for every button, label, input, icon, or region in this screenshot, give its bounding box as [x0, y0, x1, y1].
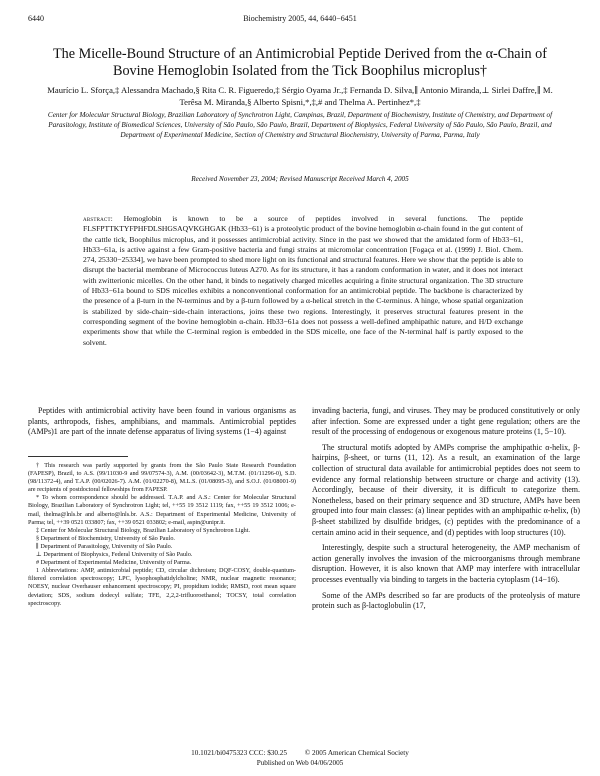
abstract-text: Hemoglobin is known to be a source of peptides involved in several functions. The peptide FLSFPTTKTYFPHFDLSHGSAQVKGHGAK (Hb33−61) is a proteolytic product of the bovine hemoglobin α-chain found in the gut content of the cattle tick, Boophilus microplus, and it possesses antimicrobial activity. Since in the past we showed that the amidated form of Hb33−61, Hb33−61a, is active against a few Gram-positive bacteria and fungi strains at micromolar concentration [Fogaça et al. (1999) J. Biol. Chem. 274, 25330−25334], we have been prompted to shed more light on its functional and structural features. Here we show that the peptide is able to disrupt the bacterial membrane of Micrococcus luteus A270. As for its structure, it has a random conformation in water, and it does not interact with zwitterionic micelles. On the other hand, it binds to negatively charged micelles acquiring a finite structural organization. The 3D structure of Hb33−61a bound to SDS micelles exhibits a nonconventional conformation for an antimicrobial peptide. The backbone is characterized by the presence of a β-turn in the N-terminus and by a β-turn followed by a α-helical stretch in the C-terminus. A hinge, whose spatial organization is stabilized by side-chain−side-chain interactions, joins these two regions. Interestingly, it preserves structural features present in the corresponding segment of the bovine hemoglobin α-chain. Hb33−61a does not possess a well-defined amphipathic nature, and H/D exchange experiments show that while the C-terminal region is embedded in the SDS micelle, one face of the N-terminal half is partly exposed to the solvent. [83, 214, 523, 347]
author-list: Maurício L. Sforça,‡ Alessandra Machado,§ Rita C. R. Figueredo,‡ Sérgio Oyama Jr.,‡ Fernanda D. Silva,∥ Antonio Miranda,⊥ Sirlei Daffre,∥ M. Terêsa M. Miranda,§ Alberto Spisni,*,‡,# and Thelma A. Pertinhez*,‡ [47, 85, 553, 107]
footer-copyright: © 2005 American Chemical Society [304, 749, 409, 757]
body-paragraph: invading bacteria, fungi, and viruses. They may be produced constitutively or only after infection. Some are expressed under a tight gene regulation; others are the result of the processing of endogenous or exogenous mature proteins (1, 5−10). [312, 406, 580, 437]
footnote-affil-parma: # Department of Experimental Medicine, University of Parma. [36, 559, 192, 567]
received-dates: Received November 23, 2004; Revised Manuscript Received March 4, 2005 [191, 175, 409, 183]
footnote-divider [28, 456, 128, 457]
footer-doi-line [0, 749, 600, 757]
affiliations: Center for Molecular Structural Biology, Brazilian Laboratory of Synchrotron Light, Campinas, Brazil, Department of Biochemistry, Institute of Chemistry, and Department of Parasitology, Institute of Biomedical Sciences, University of São Paulo, São Paulo, Brazil, Department of Biophysics, Federal University of São Paulo, São Paulo, Brazil, and Department of Experimental Medicine, Section of Chemistry and Structural Biochemistry, University of Parma, Parma, Italy [47, 111, 553, 139]
footer-doi: 10.1021/bi0475323 CCC: $30.25 [191, 749, 287, 757]
page-number: 6440 [28, 14, 44, 23]
right-column [312, 406, 580, 612]
body-paragraph: Some of the AMPs described so far are products of the proteolysis of mature protein such as β-lactoglobulin (17, [312, 590, 580, 611]
footnote-affil-biophysics: ⊥ Department of Biophysics, Federal University of São Paulo. [36, 551, 193, 559]
footnotes [28, 462, 296, 608]
footer-published: Published on Web 04/06/2005 [256, 759, 344, 767]
abstract-label: abstract: [83, 215, 113, 223]
footnote-affil-biochemistry: § Department of Biochemistry, University of São Paulo. [36, 534, 175, 542]
footnote-funding: † This research was partly supported by grants from the São Paulo State Research Foundation (FAPESP), Brazil, to A.S. (99/11030-9 and 99/07574-3), A.M. (00/03642-3), M.T.M. (01/11296-0), S.D. (98/11372-4), and T.A.P. (00/02026-7). A.M. (01/02270-8), M.L.S. (01/08095-3), and S.O.J. (01/08001-9) are recipients of postdoctoral fellowships from FAPESP. [28, 462, 296, 494]
body-paragraph: Interestingly, despite such a structural heterogeneity, the AMP mechanism of action generally involves the invasion of the microorganisms through membrane disruption. However, it is also known that AMP may interfere with intracellular processes eventually via binding to targets in the bacteria cytoplasm (14−16). [312, 543, 580, 584]
intro-paragraph: Peptides with antimicrobial activity have been found in various organisms as plants, arthropods, fishes, amphibians, and mammals. Antimicrobial peptides (AMPs)1 are part of the innate defense apparatus of living systems (1−4) against [28, 406, 296, 437]
abstract [83, 214, 523, 348]
body-paragraph: The structural motifs adopted by AMPs comprise the amphipathic α-helix, β-hairpins, β-sheet, or turns (11, 12). As a result, an examination of the large collection of structural data available for antimicrobial peptides does not seem to evidence any formal relationship between structure or charge and activity (13). Accordingly, because of their diversity, it is difficult to categorize them. Nonetheless, based on their primary sequence and 3D structure, AMPs have been grouped into four main classes: (a) linear peptides with an amphipathic α-helix, (b) β-sheet stabilized by disulfide bridges, (c) peptides with the predominance of a certain amino acid in their sequence, and (d) peptides with loop structures (10). [312, 442, 580, 537]
footnote-correspondence: * To whom correspondence should be addressed. T.A.P. and A.S.: Center for Molecular Structural Biology, Brazilian Laboratory of Synchrotron Light; tel, ++55 19 3512 1119; fax, ++55 19 3512 1006; e-mail, thelma@lnls.br and alberto@lnls.br. A.S.: Department of Experimental Medicine, University of Parma; tel, ++39 0521 033807; fax, ++39 0521 033802; e-mail, aspin@unipr.it. [28, 494, 296, 526]
footnote-abbreviations: 1 Abbreviations: AMP, antimicrobial peptide; CD, circular dichroism; DQF-COSY, double-quantum-filtered correlation spectroscopy; LPC, lysophosphatidylcholine; NMR, nuclear magnetic resonance; NOESY, nuclear Overhauser enhancement spectroscopy; PI, propidium iodide; RMSD, root mean square deviation; SDS, sodium dodecyl sulfate; TFE, 2,2,2-trifluoroethanol; TOCSY, total correlation spectroscopy. [28, 567, 296, 607]
footnote-affil-cmsb: ‡ Center for Molecular Structural Biology, Brazilian Laboratory of Synchrotron Light. [36, 526, 251, 534]
journal-citation: Biochemistry 2005, 44, 6440−6451 [243, 14, 357, 23]
left-column [28, 406, 296, 438]
article-title: The Micelle-Bound Structure of an Antimicrobial Peptide Derived from the α-Chain of Bovine Hemoglobin Isolated from the Tick Boophilus microplus† [52, 46, 547, 79]
footnote-affil-parasitology: ∥ Department of Parasitology, University of São Paulo. [36, 542, 173, 550]
